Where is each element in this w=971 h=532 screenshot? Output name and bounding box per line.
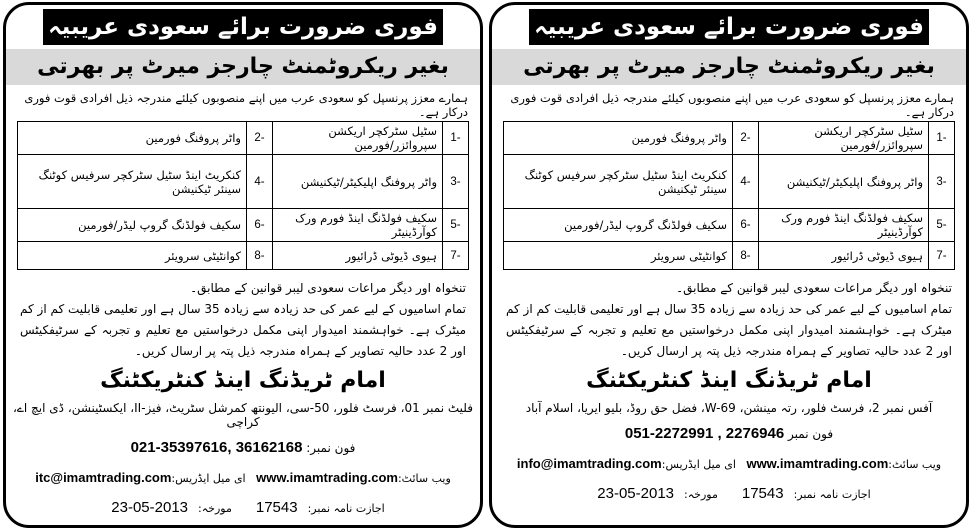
job-title: واٹر پروفنگ اپلیکیٹر/ٹیکنیشن: [272, 155, 442, 209]
job-title: سکیف فولڈنگ گروپ لیڈر/فورمین: [504, 209, 733, 242]
job-num: 6-: [246, 209, 272, 242]
jobs-table: [503, 121, 955, 270]
email-label: ای میل ایڈریس:: [171, 472, 246, 485]
phone-label: فون نمبر: [788, 427, 834, 441]
date-label: مورخہ:: [684, 488, 718, 501]
website-link[interactable]: www.imamtrading.com: [746, 456, 889, 471]
requirements-text: تمام اسامیوں کے لیے عمر کی حد زیادہ سے زیادہ 35 سال ہے اور تعلیمی قابلیت کم از کم میٹرک ہے۔ خواہشمند امیدوار اپنی مکمل درخواستیں مع تعلیم و تجربہ کے سرٹیفکیٹس اور 2 عدد حالیہ تصاویر کے ہمراہ مندرجہ ذیل پتہ پر ارسال کریں۔: [506, 302, 952, 358]
job-num: 5-: [929, 209, 955, 242]
job-title: ہیوی ڈیوٹی ڈرائیور: [272, 242, 442, 270]
email-label: ای میل ایڈریس:: [661, 458, 736, 471]
intro-text: ہمارے معزز پرنسپل کو سعودی عرب میں اپنے منصوبوں کیلئے مندرجہ ذیل افرادی قوت فوری درکار ہے۔: [24, 91, 468, 119]
intro-text: ہمارے معزز پرنسپل کو سعودی عرب میں اپنے منصوبوں کیلئے مندرجہ ذیل افرادی قوت فوری درکار ہے۔: [510, 91, 954, 119]
phone-number: 021-35397616, 36162168: [130, 439, 303, 456]
ad-islamabad: [489, 2, 969, 528]
license-label: اجازت نامہ نمبر:: [307, 502, 385, 515]
job-title: کوانٹیٹی سرویئر: [504, 242, 733, 270]
date-label: مورخہ:: [198, 502, 232, 515]
job-title: واٹر پروفنگ فورمین: [504, 122, 733, 155]
job-num: 6-: [732, 209, 758, 242]
website-label: ویب سائٹ:: [397, 472, 451, 485]
job-title: واٹر پروفنگ اپلیکیٹر/ٹیکنیشن: [758, 155, 928, 209]
job-num: 8-: [732, 242, 758, 270]
phone-number: 051-2272991 , 2276946: [624, 425, 785, 442]
license-number: 17543: [255, 499, 298, 516]
job-num: 4-: [246, 155, 272, 209]
job-title: واٹر پروفنگ فورمین: [18, 122, 247, 155]
address: آفس نمبر 2، فرسٹ فلور، رتہ مینشن، W-69، فضل حق روڈ، بلیو ایریا، اسلام آباد: [525, 401, 933, 415]
job-num: 5-: [443, 209, 469, 242]
date-value: 23-05-2013: [111, 499, 189, 516]
address: فلیٹ نمبر 01، فرسٹ فلور، 50-سی، الیونتھ کمرشل سٹریٹ، فیز-II، ایکسٹینشن، ڈی ایچ اے، کراچی: [13, 401, 473, 429]
license-number: 17543: [741, 485, 784, 502]
date-value: 23-05-2013: [597, 485, 675, 502]
job-title: سکیف فولڈنگ گروپ لیڈر/فورمین: [18, 209, 247, 242]
job-title: کنکریٹ اینڈ سٹیل سٹرکچر سرفیس کوٹنگ سینئر ٹیکنیشن: [504, 155, 733, 209]
job-title: کوانٹیٹی سرویئر: [18, 242, 247, 270]
company-name: امام ٹریڈنگ اینڈ کنٹریکٹنگ: [586, 368, 872, 393]
job-num: 2-: [246, 122, 272, 155]
job-num: 3-: [929, 155, 955, 209]
salary-text: تنخواہ اور دیگر مراعات سعودی لیبر قوانین کے مطابق۔: [190, 281, 466, 295]
job-num: 7-: [443, 242, 469, 270]
ad-title: فوری ضرورت برائے سعودی عریبیہ: [529, 9, 929, 45]
email-link[interactable]: itc@imamtrading.com: [35, 470, 172, 485]
ad-subtitle: بغیر ریکروٹمنٹ چارجز میرٹ پر بھرتی: [492, 49, 966, 85]
job-title: سکیف فولڈنگ اینڈ فورم ورک کوآرڈینیٹر: [758, 209, 928, 242]
ad-title: فوری ضرورت برائے سعودی عریبیہ: [43, 9, 443, 45]
license-label: اجازت نامہ نمبر:: [793, 488, 871, 501]
job-title: سکیف فولڈنگ اینڈ فورم ورک کوآرڈینیٹر: [272, 209, 442, 242]
jobs-table: [17, 121, 469, 270]
job-num: 2-: [732, 122, 758, 155]
job-title: ہیوی ڈیوٹی ڈرائیور: [758, 242, 928, 270]
job-num: 7-: [929, 242, 955, 270]
phone-label: فون نمبر:: [306, 441, 356, 455]
email-link[interactable]: info@imamtrading.com: [516, 456, 662, 471]
job-title: سٹیل سٹرکچر اریکشن سپروائزر/فورمین: [758, 122, 928, 155]
website-link[interactable]: www.imamtrading.com: [256, 470, 398, 485]
job-num: 1-: [929, 122, 955, 155]
job-num: 1-: [443, 122, 469, 155]
job-title: کنکریٹ اینڈ سٹیل سٹرکچر سرفیس کوٹنگ سینئر ٹیکنیشن: [18, 155, 247, 209]
requirements-text: تمام اسامیوں کے لیے عمر کی حد زیادہ سے زیادہ 35 سال ہے اور تعلیمی قابلیت کم از کم میٹرک ہے۔ خواہشمند امیدوار اپنی مکمل درخواستیں مع تعلیم و تجربہ کے سرٹیفکیٹس اور 2 عدد حالیہ تصاویر کے ہمراہ مندرجہ ذیل پتہ پر ارسال کریں۔: [20, 302, 466, 358]
website-label: ویب سائٹ:: [888, 458, 942, 471]
job-num: 8-: [246, 242, 272, 270]
job-num: 4-: [732, 155, 758, 209]
company-name: امام ٹریڈنگ اینڈ کنٹریکٹنگ: [100, 368, 386, 393]
ad-karachi: [3, 2, 483, 528]
job-title: سٹیل سٹرکچر اریکشن سپروائزر/فورمین: [272, 122, 442, 155]
job-num: 3-: [443, 155, 469, 209]
ad-subtitle: بغیر ریکروٹمنٹ چارجز میرٹ پر بھرتی: [6, 49, 480, 85]
salary-text: تنخواہ اور دیگر مراعات سعودی لیبر قوانین کے مطابق۔: [676, 281, 952, 295]
